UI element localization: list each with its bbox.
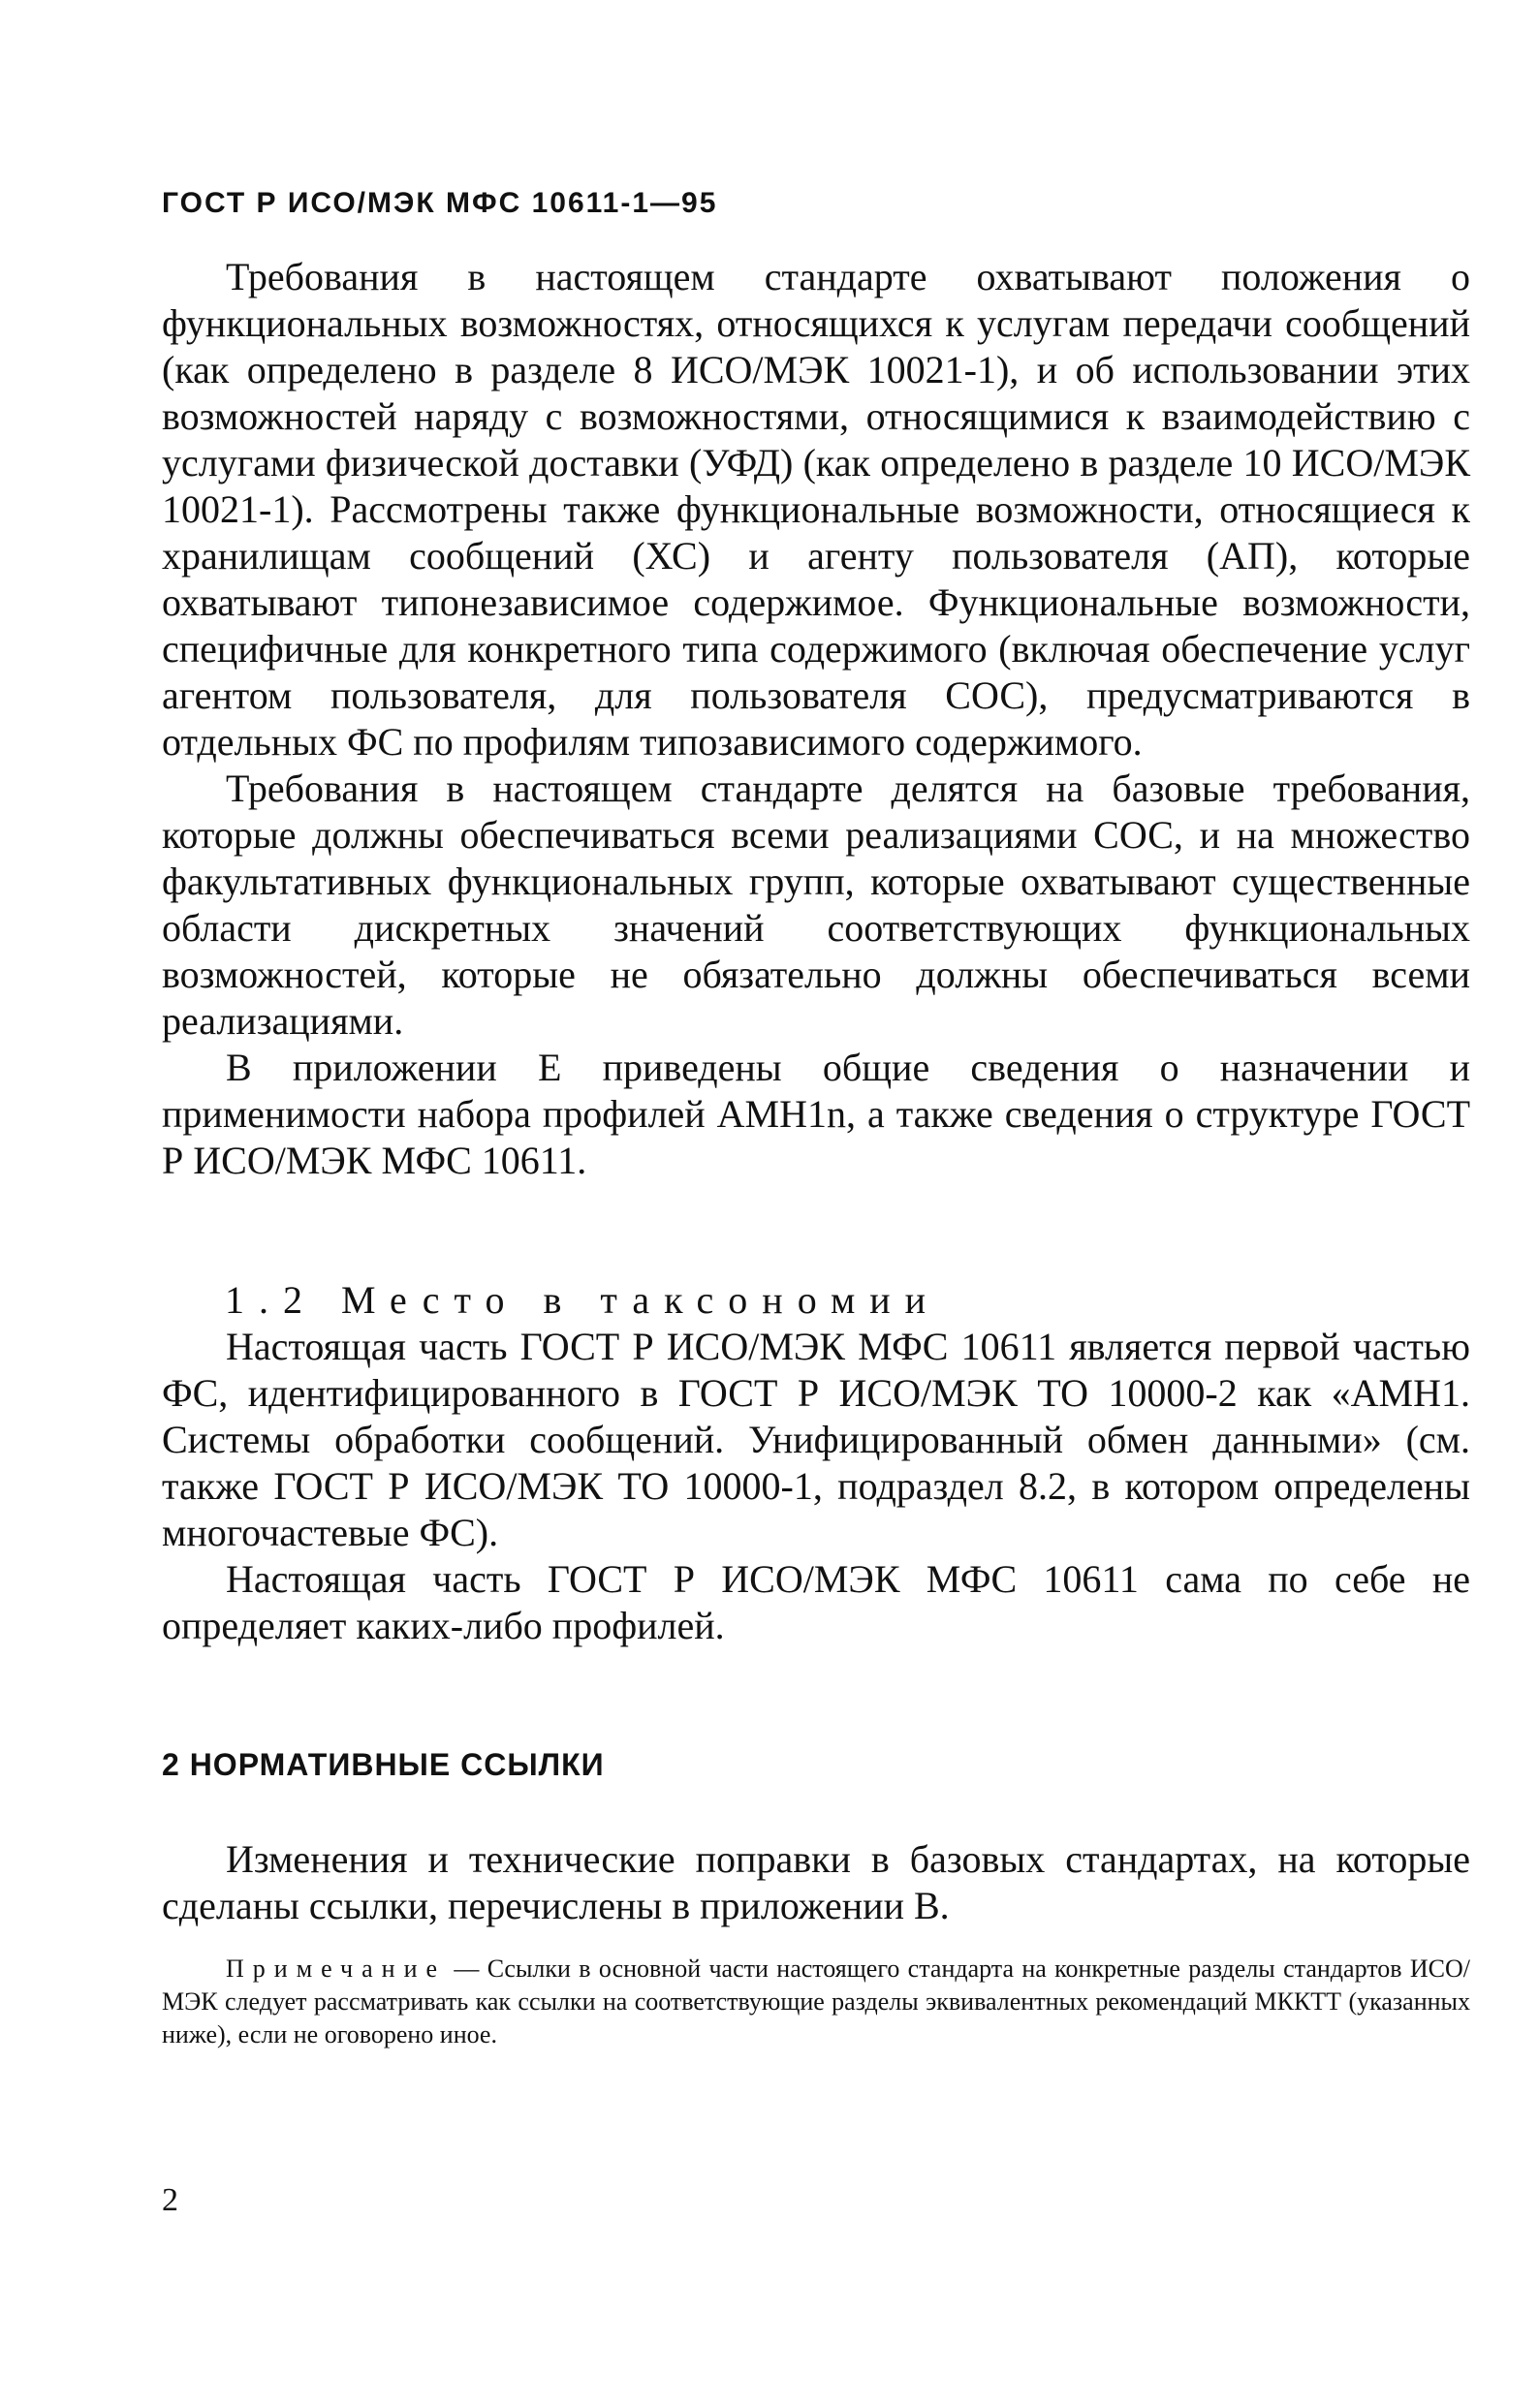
taxonomy-section — [162, 1324, 1470, 1649]
subsection-heading: 1.2 Место в таксономии — [225, 1278, 941, 1322]
paragraph: В приложении Е приведены общие сведения о назначении и применимости набора профилей АМН1n, а также сведения о структуре ГОСТ Р ИСО/МЭК МФС 10611. — [162, 1046, 1470, 1182]
section-heading: 2 НОРМАТИВНЫЕ ССЫЛКИ — [162, 1747, 605, 1782]
document-header: ГОСТ Р ИСО/МЭК МФС 10611-1—95 — [162, 187, 718, 219]
note-block — [162, 1953, 1470, 2051]
paragraph: Требования в настоящем стандарте делятся на базовые требования, которые должны обеспечиваться всеми реализациями СОС, и на множество факультативных функциональных групп, которые охватывают существенные области дискретных значений соответствующих функциональных возможностей, которые не обязательно должны обеспечиваться всеми реализациями. — [162, 766, 1470, 1043]
paragraph: Настоящая часть ГОСТ Р ИСО/МЭК МФС 10611 является первой частью ФС, идентифицированного в ГОСТ Р ИСО/МЭК ТО 10000-2 как «АМН1. Системы обработки сообщений. Унифицированный обмен данными» (см. также ГОСТ Р ИСО/МЭК ТО 10000-1, подраздел 8.2, в котором определены многочастевые ФС). — [162, 1325, 1470, 1554]
paragraph: Требования в настоящем стандарте охватывают положения о функциональных возможностях, относящихся к услугам передачи сообщений (как определено в разделе 8 ИСО/МЭК 10021-1), и об использовании этих возможностей наряду с возможностями, относящимися к взаимодействию с услугами физической доставки (УФД) (как определено в разделе 10 ИСО/МЭК 10021-1). Рассмотрены также функциональные возможности, относящиеся к хранилищам сообщений (ХС) и агенту пользователя (АП), которые охватывают типонезависимое содержимое. Функциональные возможности, специфичные для конкретного типа содержимого (включая обеспечение услуг агентом пользователя, для пользователя СОС), предусматриваются в отдельных ФС по профилям типозависимого содержимого. — [162, 255, 1470, 764]
intro-section — [162, 254, 1470, 1184]
references-section — [162, 1836, 1470, 1929]
paragraph: Изменения и технические поправки в базовых стандартах, на которые сделаны ссылки, перечислены в приложении В. — [162, 1837, 1470, 1927]
paragraph: Настоящая часть ГОСТ Р ИСО/МЭК МФС 10611 сама по себе не определяет каких-либо профилей. — [162, 1557, 1470, 1647]
note-text: — Ссылки в основной части настоящего стандарта на конкретные разделы стандартов ИСО/МЭК следует рассматривать как ссылки на соответствующие разделы эквивалентных рекомендаций МККТТ (указанных ниже), если не оговорено иное. — [162, 1955, 1470, 2048]
page-number: 2 — [162, 2182, 178, 2218]
note-label: Примечание — [226, 1955, 447, 1983]
